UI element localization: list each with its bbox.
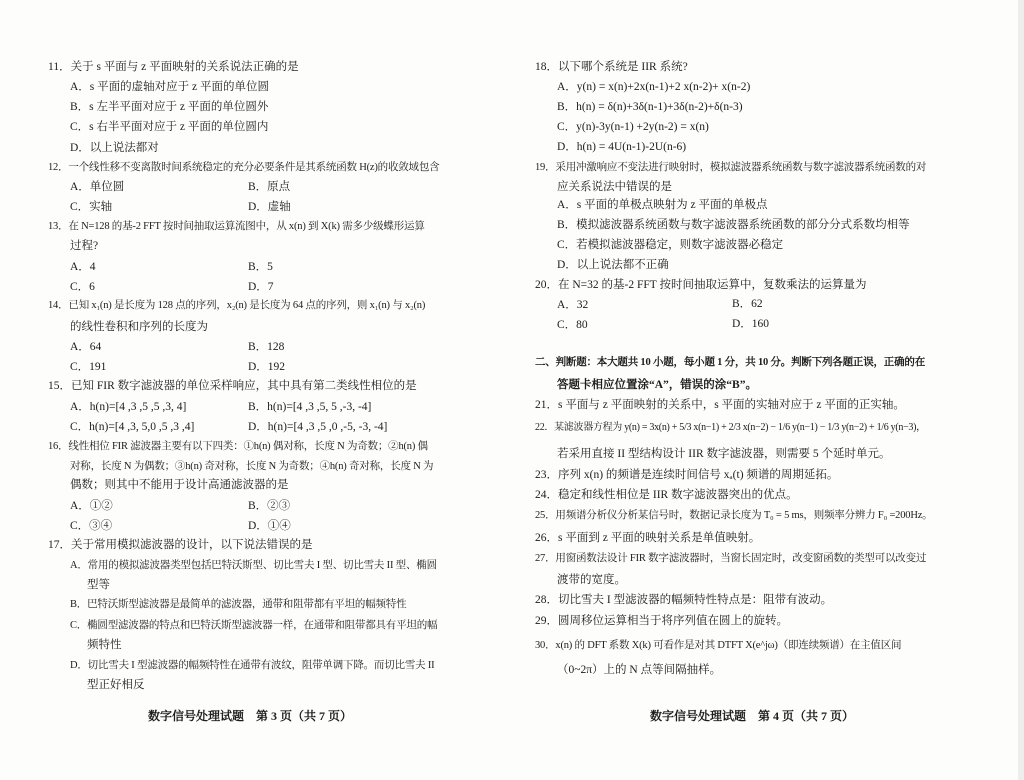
question-17-option-a-continued: 型等 (87, 579, 110, 591)
exam-page-4 (512, 0, 1018, 780)
question-19-option-d: D．以上说法都不正确 (557, 259, 669, 271)
question-11-option-c: C．s 右半平面对应于 z 平面的单位圆内 (70, 121, 269, 133)
question-15-option-c: C．h(n)=[4 ,3, 5,0 ,5 ,3 ,4] (70, 421, 195, 433)
question-15-option-a: A．h(n)=[4 ,3 ,5 ,5 ,3, 4] (70, 401, 187, 413)
question-12-option-b: B．原点 (248, 181, 291, 193)
question-15-stem: 15．已知 FIR 数字滤波器的单位采样响应，其中具有第二类线性相位的是 (48, 380, 417, 392)
question-11-stem: 11．关于 s 平面与 z 平面映射的关系说法正确的是 (48, 61, 299, 73)
question-19-option-c: C．若模拟滤波器稳定，则数字滤波器必稳定 (557, 239, 784, 251)
question-14-option-b: B．128 (248, 341, 285, 353)
question-13-option-b: B．5 (248, 261, 273, 273)
question-16-option-d: D．①④ (248, 520, 291, 532)
question-17-option-c: C．椭圆型滤波器的特点和巴特沃斯型滤波器一样，在通带和阻带都具有平坦的幅 (70, 620, 438, 631)
question-22-stem: 22．某滤波器方程为 y(n) = 3x(n) + 5/3 x(n−1) + 2/3 x(n−2) − 1/6 y(n−1) − 1/3 y(n−2) + 1/6 y(n−3)， (535, 422, 926, 433)
question-20-option-c: C．80 (557, 319, 588, 331)
question-24: 24．稳定和线性相位是 IIR 数字滤波器突出的优点。 (535, 489, 798, 501)
question-20-option-b: B．62 (732, 298, 763, 310)
section-2-heading-continued: 答题卡相应位置涂“A”，错误的涂“B”。 (557, 379, 757, 391)
question-13-option-a: A．4 (70, 261, 96, 273)
question-13-option-d: D．7 (248, 281, 274, 293)
question-21: 21．s 平面与 z 平面映射的关系中，s 平面的实轴对应于 z 平面的正实轴。 (535, 399, 905, 411)
question-17-option-a: A．常用的模拟滤波器类型包括巴特沃斯型、切比雪夫 I 型、切比雪夫 II 型、椭圆 (70, 560, 437, 571)
question-18-option-d: D．h(n) = 4U(n-1)-2U(n-6) (557, 141, 687, 153)
question-12-option-a: A．单位圆 (70, 181, 125, 193)
question-14-option-c: C．191 (70, 361, 107, 373)
question-15-option-d: D．h(n)=[4 ,3 ,5 ,0 ,-5, -3, -4] (248, 421, 388, 433)
page-footer: 数字信号处理试题 第 3 页（共 7 页） (147, 709, 352, 723)
question-13-option-c: C．6 (70, 281, 95, 293)
question-18-stem: 18．以下哪个系统是 IIR 系统? (535, 61, 688, 73)
question-13-stem: 13．在 N=128 的基-2 FFT 按时间抽取运算流图中，从 x(n) 到 X(k) 需多少级蝶形运算 (48, 221, 425, 232)
question-20-option-d: D．160 (732, 318, 770, 330)
question-30-stem-continued: （0~2π）上的 N 点等间隔抽样。 (557, 664, 722, 676)
question-11-option-d: D．以上说法都对 (70, 142, 159, 154)
question-17-option-b: B．巴特沃斯型滤波器是最简单的滤波器，通带和阻带都有平坦的幅频特性 (70, 599, 407, 610)
question-11-option-b: B．s 左半平面对应于 z 平面的单位圆外 (70, 101, 269, 113)
question-18-option-a: A．y(n) = x(n)+2x(n-1)+2 x(n-2)+ x(n-2) (557, 81, 751, 93)
question-17-option-c-continued: 频特性 (87, 639, 122, 651)
question-30-stem: 30．x(n) 的 DFT 系数 X(k) 可看作是对其 DTFT X(e^jω)（即连续频谱）在主值区间 (535, 640, 902, 651)
question-18-option-c: C．y(n)-3y(n-1) +2y(n-2) = x(n) (557, 121, 709, 133)
question-14-option-a: A．64 (70, 341, 102, 353)
question-28: 28．切比雪夫 I 型滤波器的幅频特性特点是：阻带有波动。 (535, 594, 833, 606)
question-11-option-a: A．s 平面的虚轴对应于 z 平面的单位圆 (70, 81, 270, 93)
question-27-stem-continued: 渡带的宽度。 (557, 574, 626, 586)
question-18-option-b: B．h(n) = δ(n)+3δ(n-1)+3δ(n-2)+δ(n-3) (557, 101, 743, 113)
question-12-option-c: C．实轴 (70, 201, 113, 213)
question-16-stem: 16．线性相位 FIR 滤波器主要有以下四类：①h(n) 偶对称，长度 N 为奇数；②h(n) 偶 (48, 441, 428, 452)
question-29: 29．圆周移位运算相当于将序列值在圆上的旋转。 (535, 615, 788, 627)
question-16-option-b: B．②③ (248, 500, 291, 512)
question-23: 23．序列 x(n) 的频谱是连续时间信号 xₐ(t) 频谱的周期延拓。 (535, 469, 839, 481)
question-17-stem: 17．关于常用模拟滤波器的设计，以下说法错误的是 (48, 539, 313, 551)
question-14-stem-continued: 的线性卷积和序列的长度为 (70, 321, 208, 333)
question-14-stem: 14．已知 x₁(n) 是长度为 128 点的序列，x₂(n) 是长度为 64 点的序列，则 x₁(n) 与 x₂(n) (48, 300, 426, 311)
question-16-stem-continued: 对称，长度 N 为偶数；③h(n) 奇对称，长度 N 为奇数；④h(n) 奇对称，长度 N 为 (70, 461, 434, 472)
question-17-option-d-continued: 型正好相反 (87, 679, 145, 691)
question-14-option-d: D．192 (248, 361, 286, 373)
section-2-heading: 二、判断题：本大题共 10 小题，每小题 1 分，共 10 分。判断下列各题正误，正确的在 (535, 357, 925, 368)
question-26: 26．s 平面到 z 平面的映射关系是单值映射。 (535, 532, 761, 544)
question-12-option-d: D．虚轴 (248, 201, 291, 213)
page-footer: 数字信号处理试题 第 4 页（共 7 页） (649, 709, 854, 723)
question-19-stem: 19．采用冲激响应不变法进行映射时，模拟滤波器系统函数与数字滤波器系统函数的对 (535, 162, 927, 173)
question-16-option-c: C．③④ (70, 520, 113, 532)
question-13-stem-continued: 过程? (70, 240, 99, 252)
question-16-stem-continued-2: 偶数；则其中不能用于设计高通滤波器的是 (70, 479, 289, 491)
question-27-stem: 27．用窗函数法设计 FIR 数字滤波器时，当窗长固定时，改变窗函数的类型可以改变过 (535, 553, 927, 564)
question-25: 25．用频谱分析仪分析某信号时，数据记录长度为 T₀ = 5 ms，则频率分辨力 F₀ =200Hz。 (535, 510, 933, 521)
question-19-stem-continued: 应关系说法中错误的是 (557, 181, 672, 193)
question-20-option-a: A．32 (557, 299, 589, 311)
question-20-stem: 20．在 N=32 的基-2 FFT 按时间抽取运算中，复数乘法的运算量为 (535, 279, 867, 291)
scan-edge (1018, 0, 1024, 780)
question-12-stem: 12．一个线性移不变离散时间系统稳定的充分必要条件是其系统函数 H(z)的收敛域包含 (48, 162, 440, 173)
question-15-option-b: B．h(n)=[4 ,3 ,5, 5 ,-3, -4] (248, 401, 372, 413)
question-19-option-b: B．模拟滤波器系统函数与数字滤波器系统函数的部分分式系数均相等 (557, 219, 910, 231)
question-16-option-a: A．①② (70, 500, 113, 512)
question-17-option-d: D．切比雪夫 I 型滤波器的幅频特性在通带有波纹，阻带单调下降。而切比雪夫 II (70, 660, 435, 671)
question-19-option-a: A．s 平面的单极点映射为 z 平面的单极点 (557, 199, 768, 211)
question-22-stem-continued: 若采用直接 II 型结构设计 IIR 数字滤波器，则需要 5 个延时单元。 (557, 448, 891, 460)
